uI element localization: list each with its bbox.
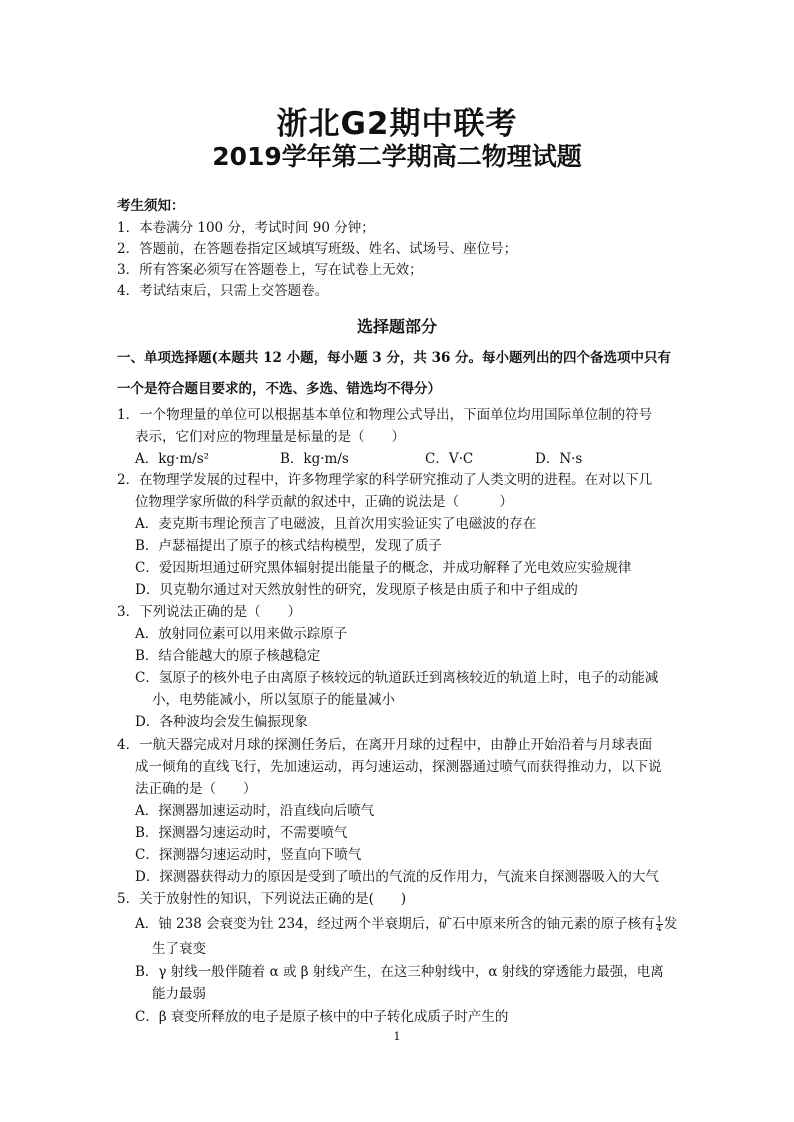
notice-item: 1．本卷满分 100 分，考试时间 90 分钟；	[117, 220, 375, 236]
notice-item: 2．答题前，在答题卷指定区域填写班级、姓名、试场号、座位号；	[117, 241, 518, 257]
page-number: 1	[393, 1030, 401, 1043]
q1-option-b: B．kg·m/s	[280, 451, 349, 467]
q3-option-a: A．放射同位素可以用来做示踪原子	[135, 626, 348, 642]
fraction-denominator: 4	[656, 924, 662, 933]
q3-option-c: 小，电势能减小，所以氢原子的能量减小	[152, 692, 395, 708]
q3-option-d: D．各种波均会发生偏振现象	[135, 714, 308, 730]
q4-option-c: C．探测器匀速运动时，竖直向下喷气	[135, 847, 362, 863]
q5-option-b: 能力最弱	[152, 986, 206, 1002]
q2-option-c: C．爱因斯坦通过研究黑体辐射提出能量子的概念，并成功解释了光电效应实验规律	[135, 560, 632, 576]
q5-option-b: B．γ 射线一般伴随着 α 或 β 射线产生，在这三种射线中，α 射线的穿透能力最强，电离	[135, 964, 664, 980]
q2-stem: 2．在物理学发展的过程中，许多物理学家的科学研究推动了人类文明的进程。在对以下几	[117, 472, 653, 488]
q4-stem: 法正确的是（ ）	[135, 781, 257, 797]
q2-option-b: B．卢瑟福提出了原子的核式结构模型，发现了质子	[135, 538, 442, 554]
q2-stem: 位物理学家所做的科学贡献的叙述中，正确的说法是（ ）	[135, 494, 513, 510]
q5-option-c: C．β 衰变所释放的电子是原子核中的中子转化成质子时产生的	[135, 1009, 509, 1025]
q1-option-c: C．V·C	[425, 451, 474, 467]
q5-option-a-text: 发	[663, 916, 678, 932]
q1-option-d: D．N·s	[535, 451, 583, 467]
part-instruction-line2: 一个是符合题目要求的，不选、多选、错选均不得分）	[117, 381, 441, 397]
exam-title: 浙北G2期中联考	[276, 106, 518, 142]
q5-option-a: 生了衰变	[152, 941, 206, 957]
q3-option-b: B．结合能越大的原子核越稳定	[135, 648, 321, 664]
q1-stem: 1．一个物理量的单位可以根据基本单位和物理公式导出，下面单位均用国际单位制的符号	[117, 407, 653, 423]
q4-option-d: D．探测器获得动力的原因是受到了喷出的气流的反作用力，气流来自探测器吸入的大气	[135, 869, 659, 885]
notice-item: 4．考试结束后，只需上交答题卷。	[117, 283, 329, 299]
fraction-one-quarter	[656, 916, 663, 933]
q5-stem: 5．关于放射性的知识，下列说法正确的是( )	[117, 891, 407, 907]
part-instruction-line1: 一、单项选择题(本题共 12 小题，每小题 3 分，共 36 分。每小题列出的四个备选项中只有	[117, 350, 672, 366]
q3-stem: 3．下列说法正确的是（ ）	[117, 604, 302, 620]
section-title: 选择题部分	[356, 317, 437, 336]
q1-stem: 表示，它们对应的物理量是标量的是（ ）	[135, 429, 405, 445]
notice-heading: 考生须知：	[117, 198, 185, 214]
q4-option-b: B．探测器匀速运动时，不需要喷气	[135, 825, 348, 841]
q5-option-a-text: A．铀 238 会衰变为钍 234，经过两个半衰期后，矿石中原来所含的铀元素的原子核有	[135, 916, 655, 932]
q2-option-a: A．麦克斯韦理论预言了电磁波，且首次用实验证实了电磁波的存在	[135, 516, 537, 532]
q4-stem: 4．一航天器完成对月球的探测任务后，在离开月球的过程中，由静止开始沿着与月球表面	[117, 737, 653, 753]
q2-option-d: D．贝克勒尔通过对天然放射性的研究，发现原子核是由质子和中子组成的	[135, 582, 578, 598]
notice-item: 3．所有答案必须写在答题卷上，写在试卷上无效；	[117, 262, 423, 278]
q5-option-a	[135, 915, 677, 933]
q3-option-c: C．氢原子的核外电子由离原子核较远的轨道跃迁到离核较近的轨道上时，电子的动能减	[135, 670, 659, 686]
fraction-numerator: 1	[656, 915, 662, 924]
q4-option-a: A．探测器加速运动时，沿直线向后喷气	[135, 803, 375, 819]
q1-option-a: A．kg·m/s²	[135, 451, 210, 467]
q4-stem: 成一倾角的直线飞行，先加速运动，再匀速运动，探测器通过喷气而获得推动力，以下说	[135, 759, 662, 775]
exam-subtitle: 2019学年第二学期高二物理试题	[212, 142, 582, 171]
